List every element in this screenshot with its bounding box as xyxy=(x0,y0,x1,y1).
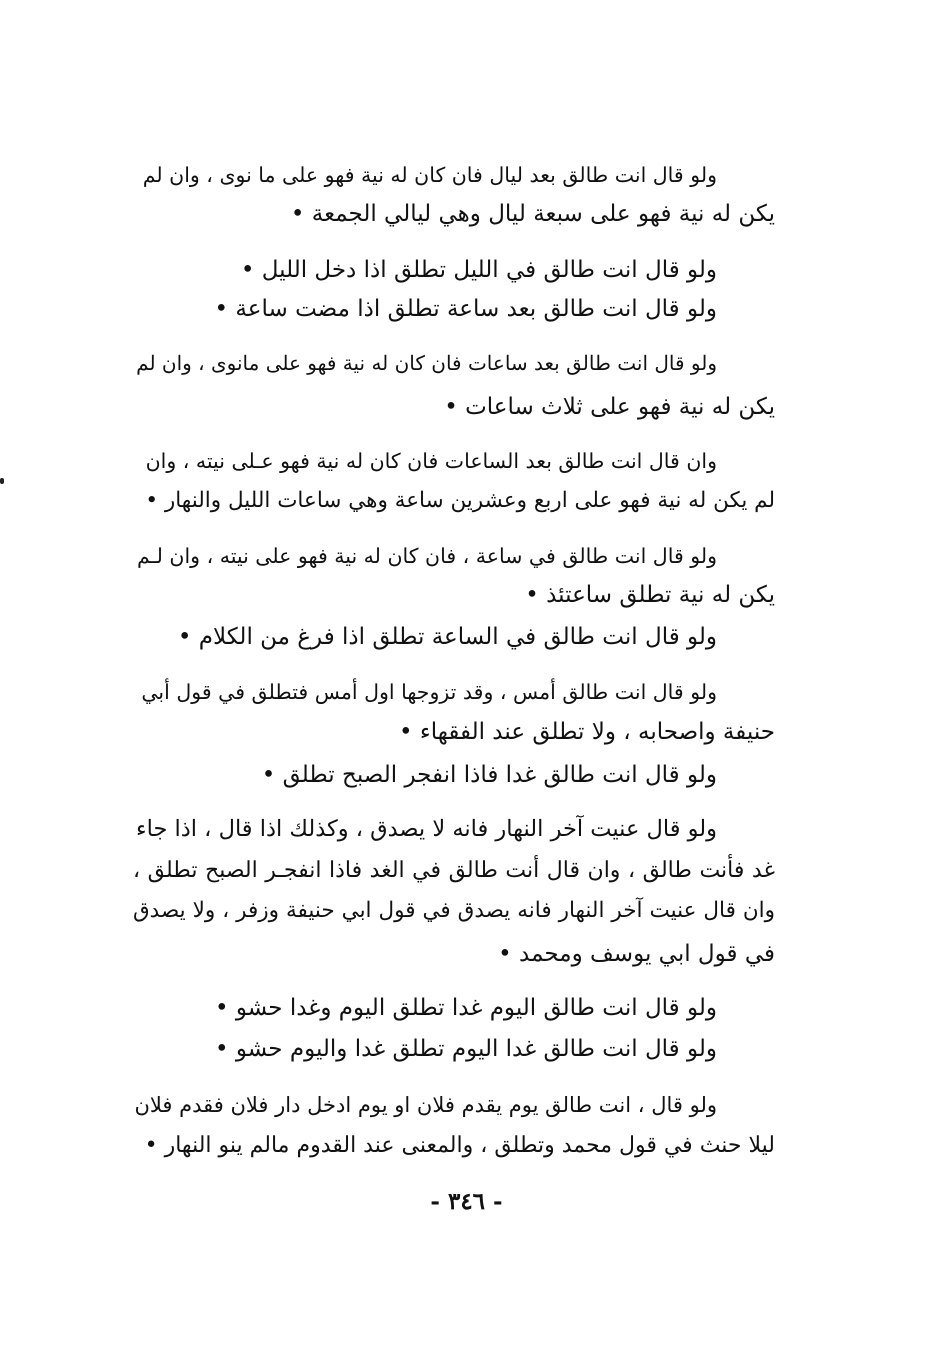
text-line: ولو قال انت طالق أمس ، وقد تزوجها اول أمس فتطلق في قول أبي xyxy=(141,680,717,704)
text-line: ليلا حنث في قول محمد وتطلق ، والمعنى عند القدوم مالم ينو النهار • xyxy=(144,1133,775,1158)
margin-speck xyxy=(0,478,4,484)
text-line: وان قال عنيت آخر النهار فانه يصدق في قول ابي حنيفة وزفر ، ولا يصدق xyxy=(133,898,775,923)
page-number: - ٣٤٦ - xyxy=(430,1188,503,1215)
text-line: وان قال انت طالق بعد الساعات فان كان له نية فهو عـلى نيته ، وان xyxy=(145,449,717,473)
text-line: ولو قال انت طالق غدا فاذا انفجر الصبح تطلق • xyxy=(261,762,717,788)
text-line: ولو قال انت طالق في ساعة ، فان كان له نية فهو على نيته ، وان لـم xyxy=(137,544,717,568)
text-line: ولو قال انت طالق اليوم غدا تطلق اليوم وغدا حشو • xyxy=(215,995,717,1021)
text-line: ولو قال انت طالق بعد ساعة تطلق اذا مضت ساعة • xyxy=(214,296,717,322)
text-line: ولو قال انت طالق في الليل تطلق اذا دخل الليل • xyxy=(240,257,717,283)
text-line: ولو قال انت طالق غدا اليوم تطلق غدا واليوم حشو • xyxy=(215,1036,717,1062)
text-line: يكن له نية فهو على ثلاث ساعات • xyxy=(444,394,775,420)
text-line: ولو قال عنيت آخر النهار فانه لا يصدق ، وكذلك اذا قال ، اذا جاء xyxy=(136,816,717,842)
text-line: لم يكن له نية فهو على اربع وعشرين ساعة وهي ساعات الليل والنهار • xyxy=(145,488,775,513)
text-line: يكن له نية فهو على سبعة ليال وهي ليالي الجمعة • xyxy=(290,201,775,227)
text-line: غد فأنت طالق ، وان قال أنت طالق في الغد فاذا انفجـر الصبح تطلق ، xyxy=(133,858,775,883)
text-line: يكن له نية تطلق ساعتئذ • xyxy=(525,582,775,608)
text-line: حنيفة واصحابه ، ولا تطلق عند الفقهاء • xyxy=(399,719,775,745)
text-line: ولو قال انت طالق بعد ليال فان كان له نية فهو على ما نوى ، وان لم xyxy=(142,163,717,187)
text-line: ولو قال انت طالق بعد ساعات فان كان له نية فهو على مانوى ، وان لم xyxy=(136,351,717,375)
text-line: ولو قال انت طالق في الساعة تطلق اذا فرغ من الكلام • xyxy=(177,624,717,650)
text-line: ولو قال ، انت طالق يوم يقدم فلان او يوم ادخل دار فلان فقدم فلان xyxy=(134,1093,717,1117)
text-line: في قول ابي يوسف ومحمد • xyxy=(498,941,775,967)
